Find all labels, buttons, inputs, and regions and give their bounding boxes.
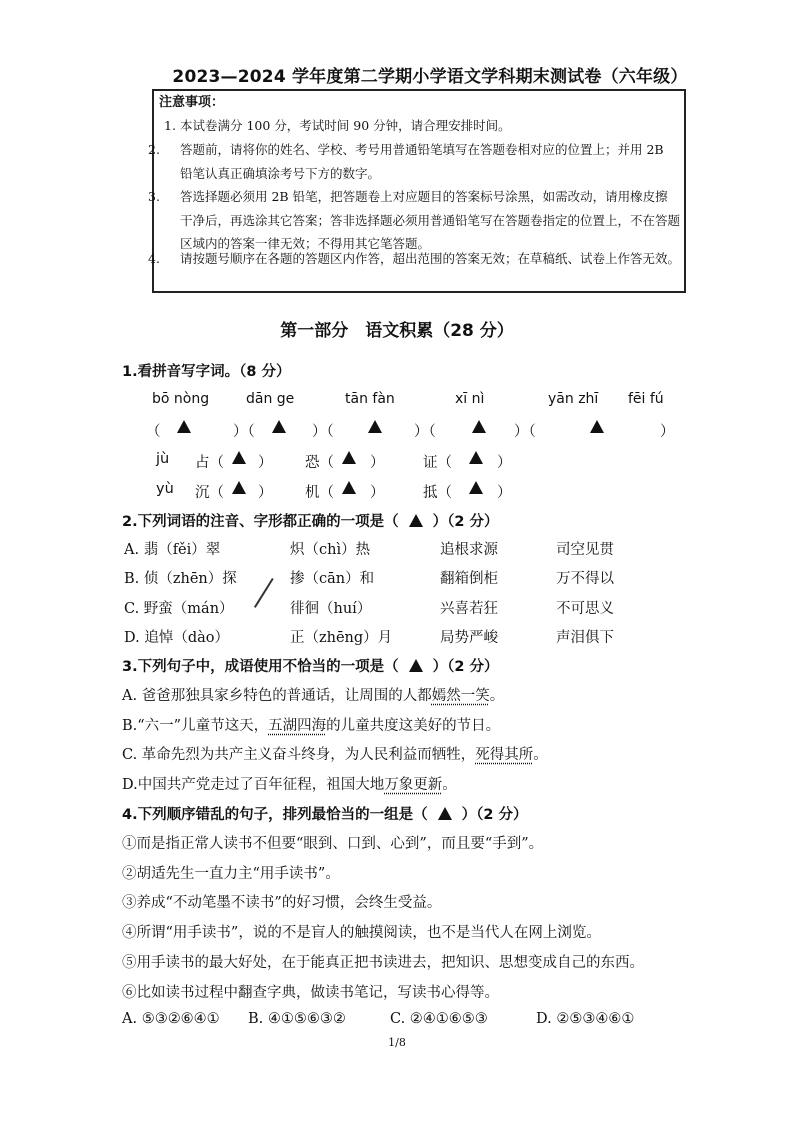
notice-item-text: 答选择题必须用 2B 铅笔，把答题卷上对应题目的答案标号涂黑，如需改动，请用橡皮擦干净后，再选涂其它答案；答非选择题必须用普通铅笔写在答题卷指定的位置上，不在答题区域内的答案一律无效；不得用其它笔答题。 xyxy=(180,189,681,251)
option-b-word-3: 翻箱倒柜 xyxy=(440,571,498,587)
notice-item-text: 答题前，请将你的姓名、学校、考号用普通铅笔填写在答题卷相对应的位置上；并用 2B 铅笔认真正确填涂考号下方的数字。 xyxy=(180,142,664,181)
idiom: 万象更新 xyxy=(384,777,443,793)
answer-blank-close-open: ）（ xyxy=(233,424,255,440)
option-d-word-3: 局势严峻 xyxy=(440,630,498,646)
option-b: B. ④①⑤⑥③② xyxy=(248,1011,346,1027)
option-a-word-3: 追根求源 xyxy=(440,542,498,558)
sentence: ②胡适先生一直力主“用手读书”。 xyxy=(122,866,340,882)
answer-blank-close: ） xyxy=(497,455,512,471)
notice-item xyxy=(148,185,681,256)
answer-triangle-icon[interactable] xyxy=(175,420,193,436)
pinyin: yù xyxy=(156,481,174,497)
notice-item-number: 2. xyxy=(148,142,160,157)
question-1-stem: 1.看拼音写字词。（8 分） xyxy=(122,364,291,380)
notice-item-number: 1. xyxy=(164,118,176,133)
notice-box xyxy=(148,89,686,293)
notice-heading: 注意事项： xyxy=(159,95,225,110)
option-d-word-4: 声泪俱下 xyxy=(556,630,614,646)
idiom: 死得其所 xyxy=(475,747,534,763)
question-points: ）（2 分） xyxy=(461,807,528,823)
sentence: ⑤用手读书的最大好处，在于能真正把书读进去，把知识、思想变成自己的东西。 xyxy=(122,955,644,971)
char-blank: 机（ xyxy=(305,485,334,501)
option-d-word-1: D. 追悼（dào） xyxy=(124,630,229,646)
option-a-word-4: 司空见贯 xyxy=(556,542,614,558)
question-4-stem xyxy=(122,803,528,824)
sentence: ⑥比如读书过程中翻查字典，做读书笔记，写读书心得等。 xyxy=(122,985,499,1001)
option-a-word-2: 炽（chì）热 xyxy=(290,542,371,558)
answer-triangle-icon[interactable] xyxy=(340,481,358,497)
pinyin: jù xyxy=(156,451,170,467)
answer-blank-open: （ xyxy=(146,424,161,440)
answer-triangle-icon[interactable] xyxy=(438,807,452,820)
answer-triangle-icon[interactable] xyxy=(230,451,248,467)
answer-triangle-icon[interactable] xyxy=(230,481,248,497)
section-title: 第一部分 语文积累（28 分） xyxy=(280,321,514,341)
notice-item-text: 本试卷满分 100 分，考试时间 90 分钟，请合理安排时间。 xyxy=(180,118,511,133)
answer-blank-close-open: ）（ xyxy=(414,424,436,440)
char-blank: 占（ xyxy=(195,455,224,471)
answer-triangle-icon[interactable] xyxy=(340,451,358,467)
notice-item-number: 3. xyxy=(148,189,160,204)
option-b-word-2: 掺（cān）和 xyxy=(290,571,375,587)
idiom: 五湖四海 xyxy=(268,718,327,734)
notice-item-number: 4. xyxy=(148,251,160,266)
pencil-mark xyxy=(254,578,274,608)
question-2-stem xyxy=(122,510,499,531)
answer-triangle-icon[interactable] xyxy=(467,451,485,467)
option-d-word-2: 正（zhēng）月 xyxy=(290,630,393,646)
answer-blank-close: ） xyxy=(370,455,385,471)
option-a: A. ⑤③②⑥④① xyxy=(122,1011,220,1027)
answer-blank-close-open: ）（ xyxy=(312,424,334,440)
answer-blank-close: ） xyxy=(660,424,675,440)
answer-blank-close: ） xyxy=(258,455,273,471)
option-c-word-2: 徘徊（huí） xyxy=(290,601,372,617)
char-blank: 抵（ xyxy=(423,485,452,501)
page-title: 2023—2024 学年度第二学期小学语文学科期末测试卷（六年级） xyxy=(172,67,688,87)
pinyin: bō nòng xyxy=(152,391,210,407)
option-d: D.中国共产党走过了百年征程，祖国大地万象更新。 xyxy=(122,777,457,793)
option-c: C. ②④①⑥⑤③ xyxy=(390,1011,488,1027)
char-blank: 沉（ xyxy=(195,485,224,501)
option-c-word-4: 不可思义 xyxy=(556,601,614,617)
question-points: ）（2 分） xyxy=(432,659,499,675)
idiom: 嫣然一笑 xyxy=(431,688,490,704)
question-stem-text: 3.下列句子中，成语使用不恰当的一项是（ xyxy=(122,659,399,675)
question-stem-text: 2.下列词语的注音、字形都正确的一项是（ xyxy=(122,514,399,530)
option-b-word-1: B. 侦（zhēn）探 xyxy=(124,571,237,587)
page-number: 1/8 xyxy=(388,1036,406,1049)
notice-item xyxy=(164,114,679,138)
sentence: ①而是指正常人读书不但要“眼到、口到、心到”，而且要“手到”。 xyxy=(122,836,544,852)
option-c-word-1: C. 野蛮（mán） xyxy=(124,601,234,617)
answer-triangle-icon[interactable] xyxy=(588,420,606,436)
notice-item-text: 请按题号顺序在各题的答题区内作答，超出范围的答案无效；在草稿纸、试卷上作答无效。 xyxy=(180,251,681,266)
notice-item xyxy=(148,138,680,185)
option-a-word-1: A. 翡（fěi）翠 xyxy=(124,542,221,558)
question-points: ）（2 分） xyxy=(432,514,499,530)
answer-blank-close: ） xyxy=(370,485,385,501)
answer-triangle-icon[interactable] xyxy=(409,514,423,527)
answer-blank-close: ） xyxy=(497,485,512,501)
pinyin: fēi fú xyxy=(628,391,664,407)
answer-blank-close-open: ）（ xyxy=(514,424,536,440)
pinyin: tān fàn xyxy=(345,391,395,407)
answer-triangle-icon[interactable] xyxy=(270,420,288,436)
char-blank: 恐（ xyxy=(305,455,334,471)
answer-triangle-icon[interactable] xyxy=(467,481,485,497)
option-b: B.“六一”儿童节这天，五湖四海的儿童共度这美好的节日。 xyxy=(122,718,501,734)
answer-triangle-icon[interactable] xyxy=(470,420,488,436)
question-stem-text: 4.下列顺序错乱的句子，排列最恰当的一组是（ xyxy=(122,807,428,823)
option-a: A. 爸爸那独具家乡特色的普通话，让周围的人都嫣然一笑。 xyxy=(122,688,505,704)
pinyin: dān ge xyxy=(246,391,295,407)
notice-item xyxy=(148,247,681,271)
option-c: C. 革命先烈为共产主义奋斗终身，为人民利益而牺牲，死得其所。 xyxy=(122,747,548,763)
char-blank: 证（ xyxy=(423,455,452,471)
option-c-word-3: 兴喜若狂 xyxy=(440,601,498,617)
option-b-word-4: 万不得以 xyxy=(556,571,614,587)
sentence: ④所谓“用手读书”，说的不是盲人的触摸阅读，也不是当代人在网上浏览。 xyxy=(122,925,601,941)
answer-triangle-icon[interactable] xyxy=(366,420,384,436)
sentence: ③养成“不动笔墨不读书”的好习惯，会终生受益。 xyxy=(122,895,442,911)
option-d: D. ②⑤③④⑥① xyxy=(536,1011,635,1027)
answer-triangle-icon[interactable] xyxy=(409,659,423,672)
answer-blank-close: ） xyxy=(258,485,273,501)
pinyin: xī nì xyxy=(455,391,485,407)
pinyin: yān zhī xyxy=(548,391,599,407)
question-3-stem xyxy=(122,655,499,676)
